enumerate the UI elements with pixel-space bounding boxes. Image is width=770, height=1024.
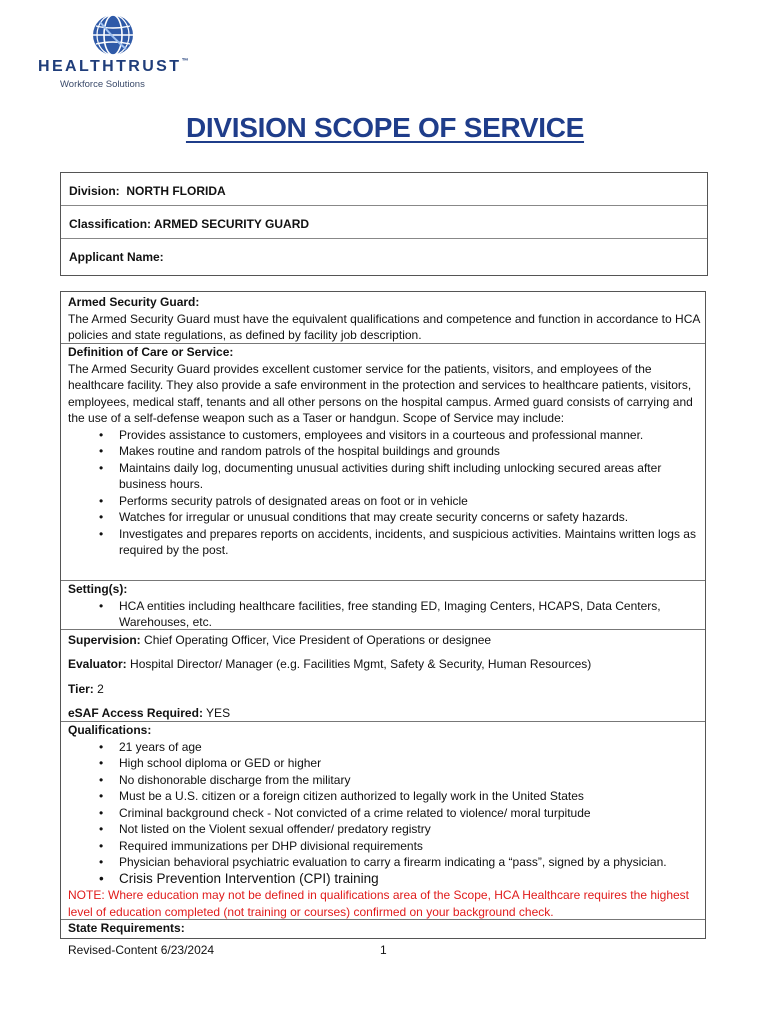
revision-date: Revised-Content 6/23/2024 xyxy=(68,943,215,957)
tier-field: Tier: 2 xyxy=(68,682,104,696)
healthtrust-logo xyxy=(38,14,198,94)
list-item: • Investigates and prepares reports on accidents, incidents, and suspicious activities. Maintains written logs as required by the post. xyxy=(68,526,705,559)
classification-field: Classification: ARMED SECURITY GUARD xyxy=(61,206,707,239)
qualifications-list xyxy=(68,739,705,888)
page-title: DIVISION SCOPE OF SERVICE xyxy=(185,112,585,143)
supervision-field: Supervision: Chief Operating Officer, Vice President of Operations or designee xyxy=(61,629,705,649)
section-heading: Qualifications: xyxy=(68,723,152,737)
qualifications-section xyxy=(61,721,705,920)
scope-details-box xyxy=(60,291,706,939)
settings-section xyxy=(61,580,705,631)
globe-icon xyxy=(92,14,134,56)
list-item: • Performs security patrols of designated areas on foot or in vehicle xyxy=(68,493,705,510)
division-field: Division: NORTH FLORIDA xyxy=(61,173,707,206)
list-item: • Crisis Prevention Intervention (CPI) training xyxy=(68,871,705,888)
logo-subtitle: Workforce Solutions xyxy=(60,79,145,90)
evaluator-field: Evaluator: Hospital Director/ Manager (e.g. Facilities Mgmt, Safety & Security, Human Resources) xyxy=(68,657,592,671)
esaf-field: eSAF Access Required: YES xyxy=(68,706,231,720)
state-requirements-section xyxy=(61,919,705,937)
section-heading: Armed Security Guard: xyxy=(68,295,200,309)
section-heading: Setting(s): xyxy=(68,582,128,596)
list-item: • Physician behavioral psychiatric evaluation to carry a firearm indicating a “pass”, signed by a physician. xyxy=(68,854,705,871)
education-note: NOTE: Where education may not be defined in qualifications area of the Scope, HCA Healthcare requires the highest level of education completed (not training or courses) confirmed on your background check. xyxy=(68,888,690,919)
list-item: • Maintains daily log, documenting unusual activities during shift including unlocking secured areas after business hours. xyxy=(68,460,705,493)
section-text: The Armed Security Guard must have the equivalent qualifications and competence and function in accordance to HCA policies and state regulations, as defined by facility job description. xyxy=(68,311,700,342)
page-number: 1 xyxy=(380,943,387,957)
list-item: • HCA entities including healthcare facilities, free standing ED, Imaging Centers, HCAPS, Data Centers, Warehouses, etc. xyxy=(68,598,705,631)
settings-list xyxy=(68,598,705,631)
list-item: • Makes routine and random patrols of the hospital buildings and grounds xyxy=(68,443,705,460)
definition-section xyxy=(61,343,705,559)
section-heading: Definition of Care or Service: xyxy=(68,345,234,359)
list-item: • Provides assistance to customers, employees and visitors in a courteous and professional manner. xyxy=(68,427,705,444)
logo-wordmark: HEALTHTRUST™ xyxy=(38,58,189,75)
armed-guard-section xyxy=(61,294,705,344)
definition-list xyxy=(68,427,705,559)
list-item: • Must be a U.S. citizen or a foreign citizen authorized to legally work in the United States xyxy=(68,788,705,805)
header-fields-box xyxy=(60,172,708,276)
section-text: The Armed Security Guard provides excellent customer service for the patients, visitors, and employees of the healthcare facility. They also provide a safe environment in the protection and services to healthcare patients, visitors, employees, medical staff, tenants and all other persons on the hospital campus. Armed guard consists of carrying and the use of a self-defense weapon such as a Taser or handgun. Scope of Service may include: xyxy=(68,361,693,425)
section-heading: State Requirements: xyxy=(68,921,185,935)
list-item: • 21 years of age xyxy=(68,739,705,756)
list-item: • Criminal background check - Not convicted of a crime related to violence/ moral turpitude xyxy=(68,805,705,822)
list-item: • Not listed on the Violent sexual offender/ predatory registry xyxy=(68,821,705,838)
list-item: • Watches for irregular or unusual conditions that may create security concerns or safety hazards. xyxy=(68,509,705,526)
list-item: • No dishonorable discharge from the military xyxy=(68,772,705,789)
list-item: • High school diploma or GED or higher xyxy=(68,755,705,772)
applicant-name-field[interactable]: Applicant Name: xyxy=(69,250,164,264)
list-item: • Required immunizations per DHP divisional requirements xyxy=(68,838,705,855)
